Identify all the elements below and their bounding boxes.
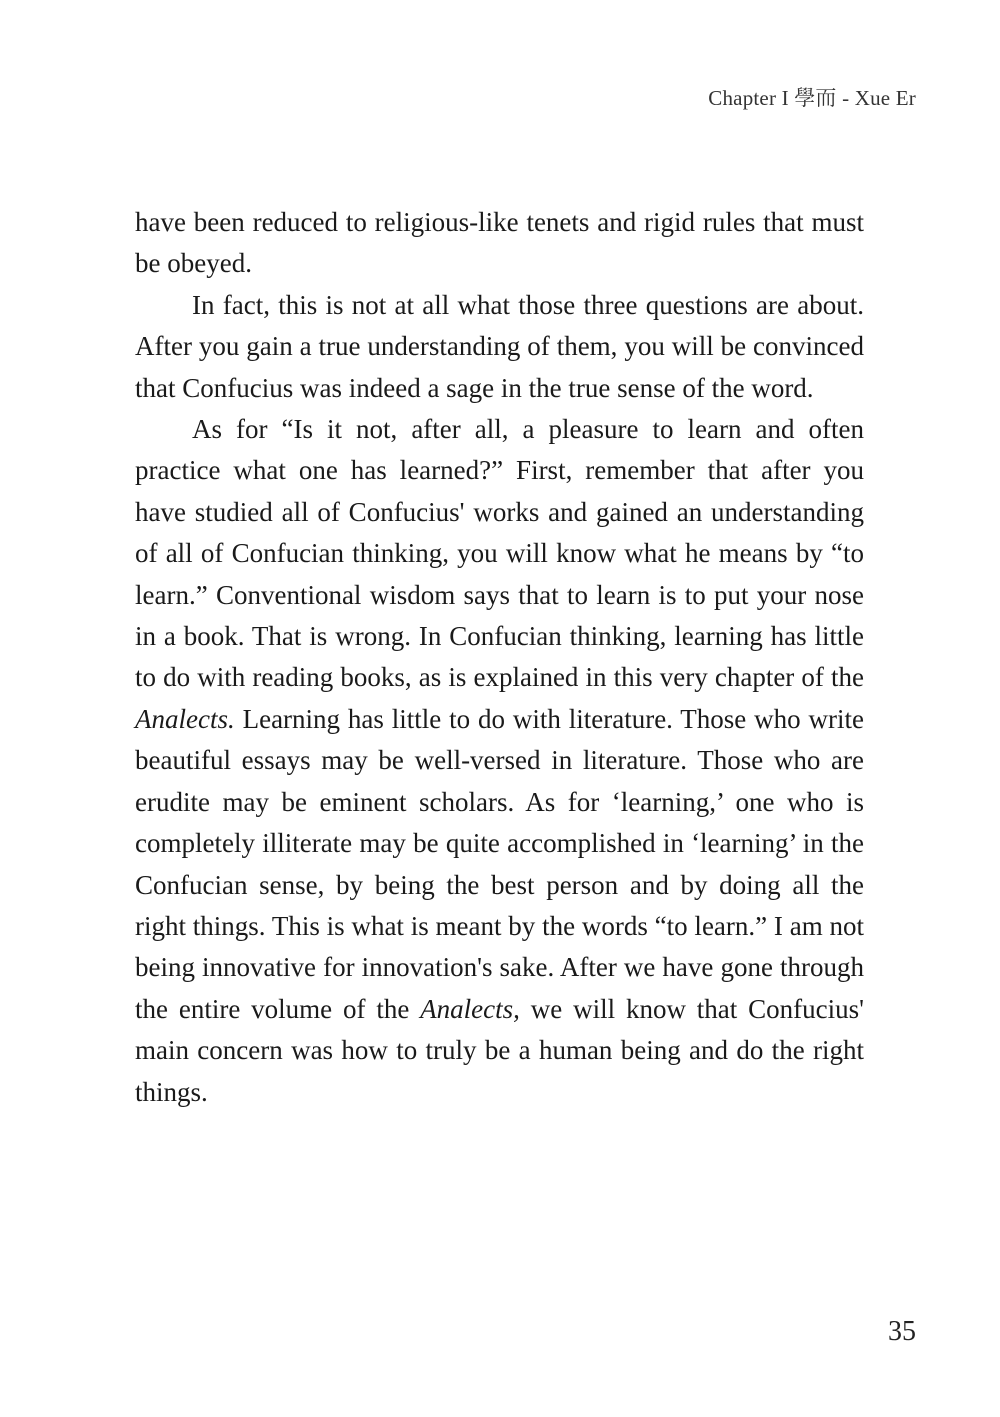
paragraph-text: have been reduced to religious-like tenets and rigid rules that must be obeyed. <box>135 207 864 279</box>
paragraph-text: In fact, this is not at all what those three questions are about. After you gain a true understanding of them, you will be convinced that Confucius was indeed a sage in the true sense of the word. <box>135 289 864 403</box>
paragraph-text: Learning has little to do with literature. Those who write beautiful essays may be well-versed in literature. Those who are erudite may be eminent scholars. As for ‘learning,’ one who is completely illiterate may be quite accomplished in ‘learning’ in the Confucian sense, by being the best person and by doing all the right things. This is what is meant by the words “to learn.” I am not being innovative for innovation's sake. After we have gone through the entire volume of the <box>135 703 864 1024</box>
paragraph-text: As for “Is it not, after all, a pleasure to learn and often practice what one has learned?” First, remember that after you have studied all of Confucius' works and gained an understanding of all of Confucian thinking, you will know what he means by “to learn.” Conventional wisdom says that to learn is to put your nose in a book. That is wrong. In Confucian thinking, learning has little to do with reading books, as is explained in this very chapter of the <box>135 414 864 693</box>
paragraph <box>135 409 864 1113</box>
paragraph-text: we will know that Confucius' main concern was how to truly be a human being and do the right things. <box>135 993 864 1107</box>
running-header: Chapter I 學而 - Xue Er <box>708 86 916 110</box>
body-text <box>135 202 864 1113</box>
paragraph <box>135 285 864 409</box>
paragraph-continuation <box>135 202 864 285</box>
book-title: Analects. <box>135 703 235 734</box>
page-number: 35 <box>888 1316 916 1347</box>
book-title: Analects, <box>420 993 520 1024</box>
